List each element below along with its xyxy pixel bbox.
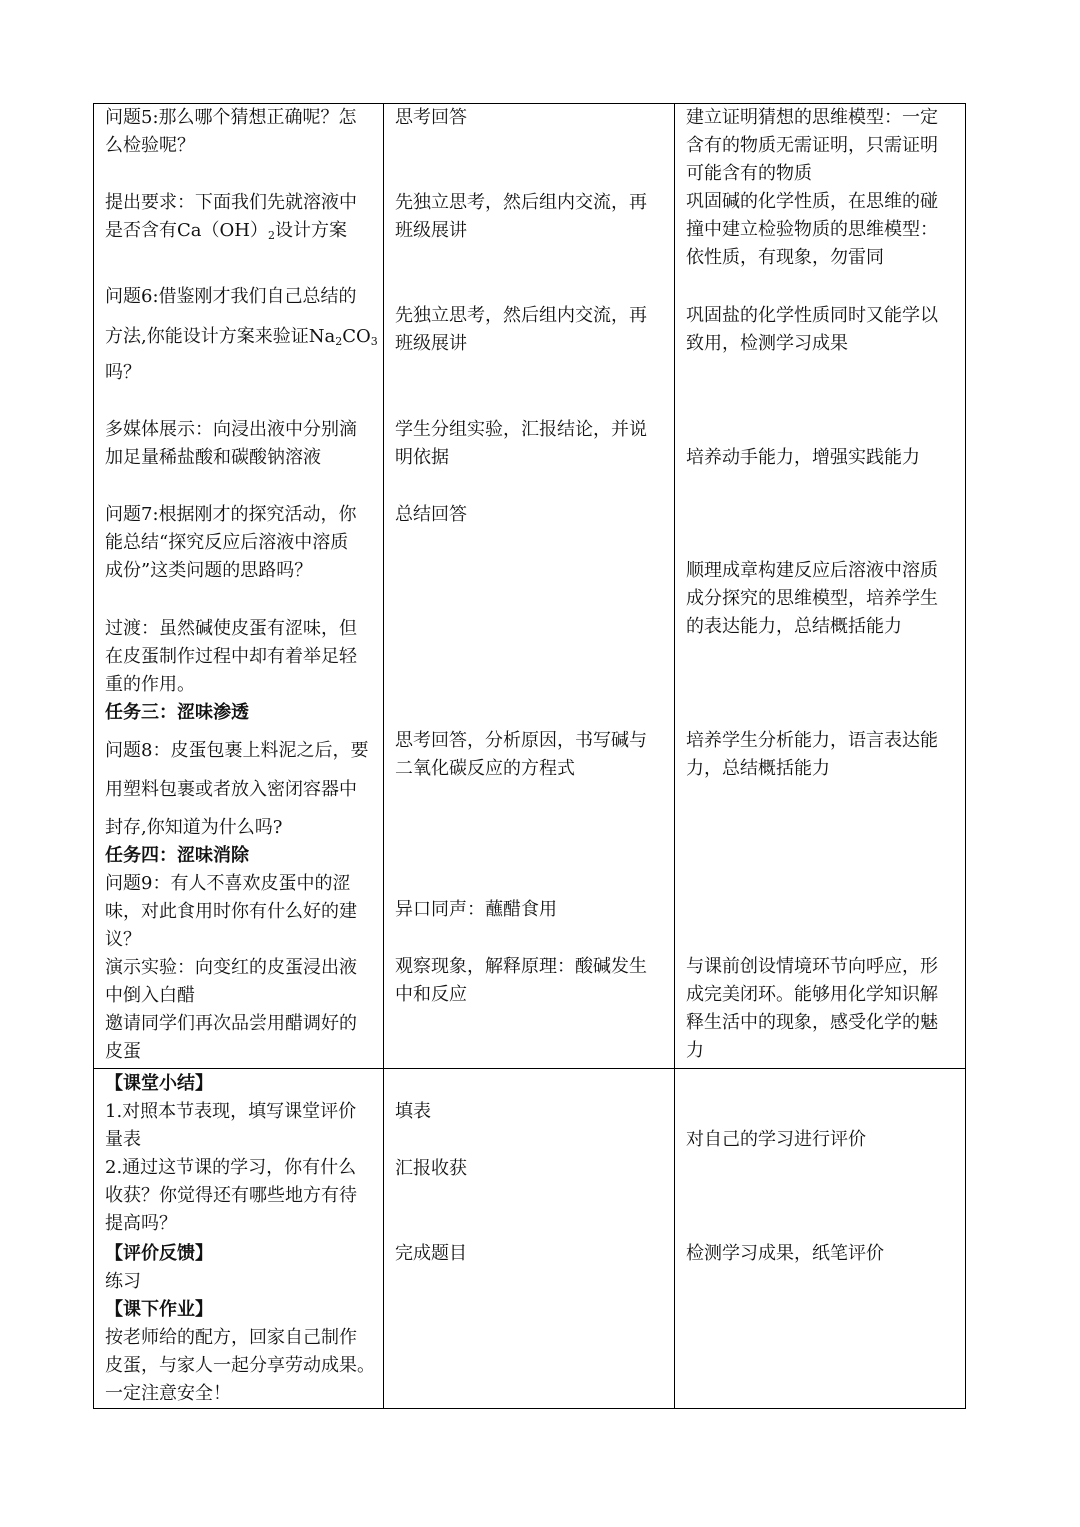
intent-analysis: 培养学生分析能力，语言表达能 力，总结概括能力 xyxy=(686,730,938,779)
table-border-bottom xyxy=(93,1408,966,1409)
activity-exercise: 完成题目 xyxy=(395,1243,467,1264)
requirement-formula-line: 是否含有$Ca(OH)_2$设计方案 xyxy=(105,220,347,242)
column-divider-1 xyxy=(383,103,384,1409)
homework-text: 按老师给的配方，回家自己制作 皮蛋，与家人一起分享劳动成果。 一定注意安全！ xyxy=(105,1327,375,1404)
activity-observe: 观察现象，解释原理：酸碱发生 中和反应 xyxy=(395,956,647,1005)
question-6-line-3: 吗？ xyxy=(105,362,141,383)
question-8-line-1: 问题8：皮蛋包裹上料泥之后，要 xyxy=(105,740,369,761)
evaluation-text: 练习 xyxy=(105,1271,141,1292)
intent-salt-properties: 巩固盐的化学性质同时又能学以 致用，检测学习成果 xyxy=(686,305,938,354)
intent-paper-evaluation: 检测学习成果，纸笔评价 xyxy=(686,1243,884,1264)
requirement-line: 提出要求：下面我们先就溶液中 xyxy=(105,192,357,213)
multimedia-display: 多媒体展示：向浸出液中分别滴 加足量稀盐酸和碳酸钠溶液 xyxy=(105,419,357,468)
activity-fill-form: 填表 xyxy=(395,1101,431,1122)
intent-self-evaluation: 对自己的学习进行评价 xyxy=(686,1129,866,1150)
row-divider xyxy=(93,1068,966,1069)
intent-solute-model: 顺理成章构建反应后溶液中溶质 成分探究的思维模型，培养学生 的表达能力，总结概括能力 xyxy=(686,560,938,637)
intent-hands-on: 培养动手能力，增强实践能力 xyxy=(686,447,920,468)
question-7: 问题7:根据刚才的探究活动，你 能总结“探究反应后溶液中溶质 成份”这类问题的思路吗？ xyxy=(105,504,357,581)
activity-group-experiment: 学生分组实验，汇报结论，并说 明依据 xyxy=(395,419,647,468)
homework-heading: 【课下作业】 xyxy=(105,1299,213,1320)
activity-write-equation: 思考回答，分析原因，书写碱与 二氧化碳反应的方程式 xyxy=(395,730,647,779)
question-8-line-2: 用塑料包裹或者放入密闭容器中 xyxy=(105,779,357,800)
transition-text: 过渡：虽然碱使皮蛋有涩味，但 在皮蛋制作过程中却有着举足轻 重的作用。 xyxy=(105,618,357,695)
task-3-heading: 任务三：涩味渗透 xyxy=(105,702,249,723)
table-border-right xyxy=(965,103,966,1409)
table-border-left xyxy=(93,103,94,1409)
activity-report: 汇报收获 xyxy=(395,1158,467,1179)
question-6-formula-line: 方法,你能设计方案来验证$Na_2CO_3$ xyxy=(105,326,378,348)
column-divider-2 xyxy=(674,103,675,1409)
question-6-line-1: 问题6:借鉴刚才我们自己总结的 xyxy=(105,286,357,307)
question-5: 问题5:那么哪个猜想正确呢？怎 么检验呢？ xyxy=(105,107,357,156)
evaluation-heading: 【评价反馈】 xyxy=(105,1243,213,1264)
activity-think-answer: 思考回答 xyxy=(395,107,467,128)
activity-summary-answer: 总结回答 xyxy=(395,504,467,525)
question-9-and-demo: 问题9：有人不喜欢皮蛋中的涩 味，对此食用时你有什么好的建 议？ 演示实验：向变红的皮蛋浸出液 中倒入白醋 邀请同学们再次品尝用醋调好的 皮蛋 xyxy=(105,873,357,1062)
class-summary-items: 1.对照本节表现，填写课堂评价 量表 2.通过这节课的学习，你有什么 收获？你觉得还有哪些地方有待 提高吗？ xyxy=(105,1101,357,1234)
task-4-heading: 任务四：涩味消除 xyxy=(105,845,249,866)
activity-discuss-1: 先独立思考，然后组内交流，再 班级展讲 xyxy=(395,192,647,241)
intent-closed-loop: 与课前创设情境环节向呼应，形 成完美闭环。能够用化学知识解 释生活中的现象，感受化学的魅 力 xyxy=(686,956,938,1061)
question-8-line-3: 封存,你知道为什么吗? xyxy=(105,817,283,838)
class-summary-heading: 【课堂小结】 xyxy=(105,1073,213,1094)
activity-discuss-2: 先独立思考，然后组内交流，再 班级展讲 xyxy=(395,305,647,354)
intent-thinking-model: 建立证明猜想的思维模型：一定 含有的物质无需证明，只需证明 可能含有的物质 巩固碱的化学性质，在思维的碰 撞中建立检验物质的思维模型： 依性质，有现象，勿雷同 xyxy=(686,107,938,268)
activity-vinegar: 异口同声：蘸醋食用 xyxy=(395,899,557,920)
